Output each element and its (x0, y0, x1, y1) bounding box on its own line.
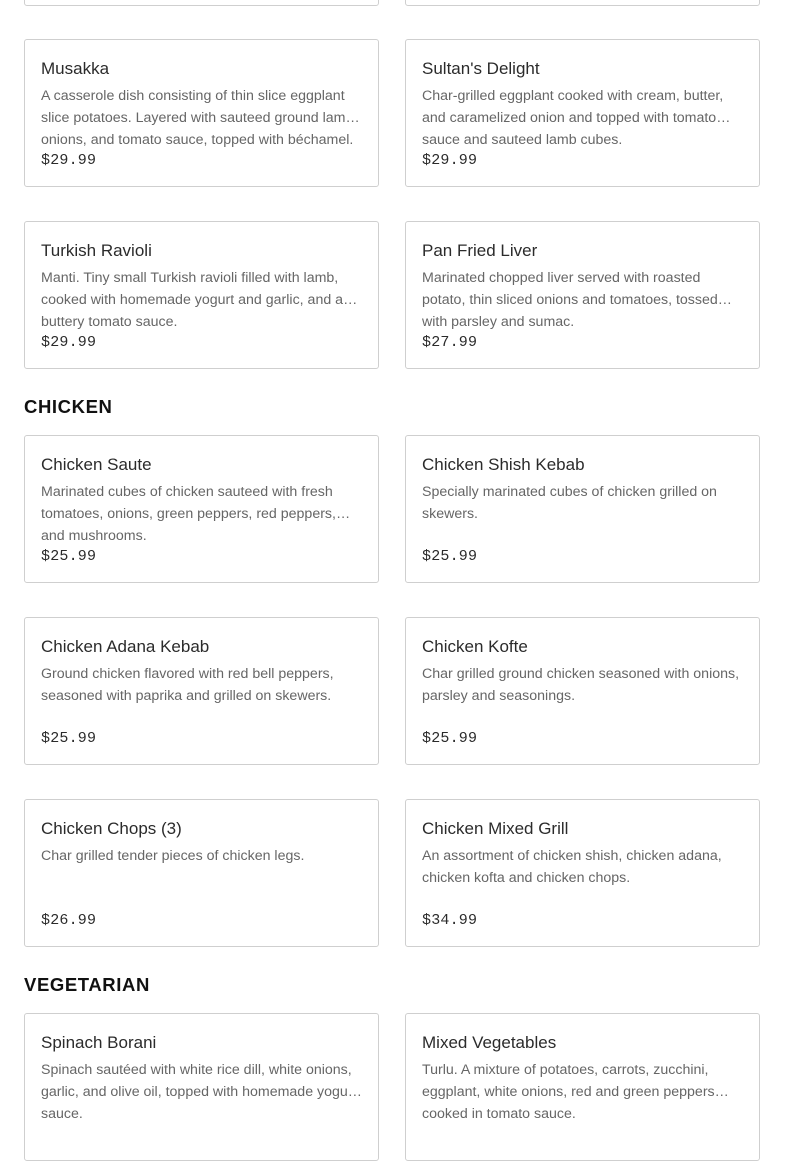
menu-item-card[interactable] (24, 0, 379, 6)
item-name: Chicken Adana Kebab (41, 637, 210, 656)
menu-item-card-pan-fried-liver[interactable] (405, 221, 760, 369)
section-heading-chicken: CHICKEN (24, 396, 113, 417)
item-description: An assortment of chicken shish, chicken adana, chicken kofta and chicken chops. (422, 848, 722, 886)
item-price: $25.99 (422, 548, 478, 565)
menu-item-card-spinach-borani[interactable] (24, 1013, 379, 1161)
item-price: $29.99 (41, 334, 97, 351)
item-description: Turlu. A mixture of potatoes, carrots, zucchini, eggplant, white onions, red and green peppers cooked in tomato sauce. (422, 1062, 715, 1122)
item-description: Char-grilled eggplant cooked with cream, butter, and caramelized onion and topped with tomato sauce and sauteed lamb cubes. (422, 88, 724, 148)
item-name: Sultan's Delight (422, 59, 540, 78)
item-name: Chicken Shish Kebab (422, 455, 585, 474)
menu-item-card-mixed-vegetables[interactable] (405, 1013, 760, 1161)
item-description: Marinated chopped liver served with roasted potato, thin sliced onions and tomatoes, tossed with parsley and sumac. (422, 270, 718, 330)
item-name: Turkish Ravioli (41, 241, 152, 260)
item-name: Spinach Borani (41, 1033, 157, 1052)
item-price: $27.99 (422, 334, 478, 351)
menu-item-card-chicken-kofte[interactable] (405, 617, 760, 765)
menu-item-card-chicken-saute[interactable] (24, 435, 379, 583)
menu-item-card-chicken-adana-kebab[interactable] (24, 617, 379, 765)
item-price: $34.99 (422, 912, 478, 929)
item-description: Ground chicken flavored with red bell peppers, seasoned with paprika and grilled on skewers. (41, 666, 334, 704)
menu-item-card-chicken-mixed-grill[interactable] (405, 799, 760, 947)
item-price: $29.99 (41, 152, 97, 169)
item-price: $25.99 (422, 730, 478, 747)
section-heading-vegetarian: VEGETARIAN (24, 974, 150, 995)
item-description: Specially marinated cubes of chicken grilled on skewers. (422, 484, 717, 522)
item-price: $25.99 (41, 730, 97, 747)
item-name: Pan Fried Liver (422, 241, 538, 260)
item-price: $25.99 (41, 548, 97, 565)
item-name: Chicken Mixed Grill (422, 819, 569, 838)
item-name: Mixed Vegetables (422, 1033, 557, 1052)
item-description: Char grilled tender pieces of chicken legs. (41, 848, 305, 864)
item-description: Manti. Tiny small Turkish ravioli filled with lamb, cooked with homemade yogurt and garlic, and a buttery tomato sauce. (41, 270, 344, 330)
item-name: Musakka (41, 59, 110, 78)
menu-item-card-turkish-ravioli[interactable] (24, 221, 379, 369)
item-description: Spinach sautéed with white rice dill, white onions, garlic, and olive oil, topped with homemade yogurt sauce. (41, 1062, 357, 1122)
item-name: Chicken Kofte (422, 637, 528, 656)
item-price: $26.99 (41, 912, 97, 929)
item-price: $29.99 (422, 152, 478, 169)
menu-item-card-chicken-chops[interactable] (24, 799, 379, 947)
item-name: Chicken Saute (41, 455, 152, 474)
menu-item-card-sultans-delight[interactable] (405, 39, 760, 187)
menu-item-card[interactable] (405, 0, 760, 6)
menu-item-card-musakka[interactable] (24, 39, 379, 187)
item-description: Marinated cubes of chicken sauteed with fresh tomatoes, onions, green peppers, red peppers, and mushrooms. (41, 484, 336, 544)
menu-item-card-chicken-shish-kebab[interactable] (405, 435, 760, 583)
item-description: A casserole dish consisting of thin slice eggplant slice potatoes. Layered with sauteed ground lamb, onions, and tomato sauce, topped with béchamel. (41, 88, 358, 148)
item-description: Char grilled ground chicken seasoned with onions, parsley and seasonings. (422, 666, 740, 704)
item-name: Chicken Chops (3) (41, 819, 182, 838)
